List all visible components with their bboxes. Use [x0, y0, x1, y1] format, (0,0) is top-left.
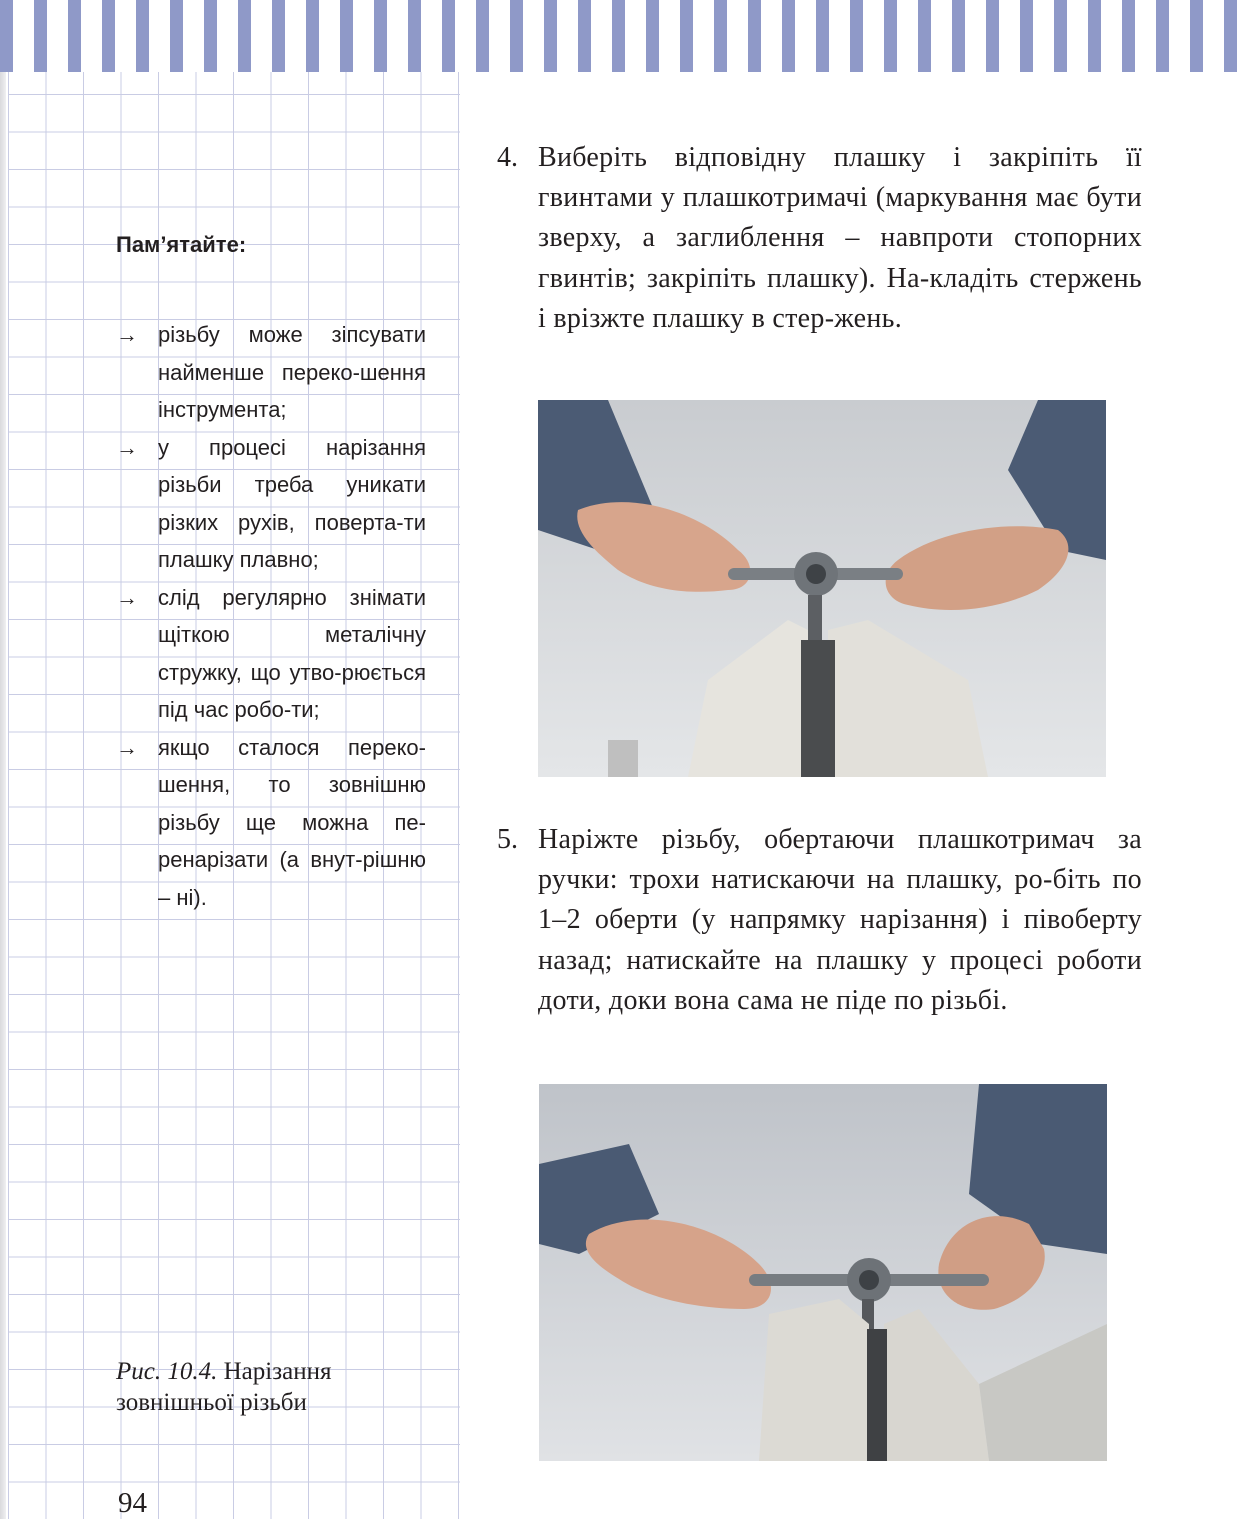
hands-die-holder-vise-photo — [538, 400, 1106, 777]
step-text: Наріжте різьбу, обертаючи плашкотримач за ручки: трохи натискаючи на плашку, ро-біть по 1–2 оберти (у напрямку нарізання) і півоберту назад; натискайте на плашку у процесі роботи доти, доки вона сама не піде по різьбі. — [538, 824, 1142, 1016]
remember-item-text: у процесі нарізання різьби треба уникати різких рухів, поверта-ти плашку плавно; — [158, 434, 426, 572]
remember-item-text: якщо сталося переко-шення, то зовнішню різьбу ще можна пе-ренарізати (а внут-рішню – ні). — [158, 734, 426, 910]
figure-caption-text: Нарізання зовнішньої різьби — [116, 1358, 332, 1416]
step-number: 5. — [497, 824, 518, 855]
step-4 — [497, 138, 1142, 339]
hands-cutting-thread-photo — [539, 1084, 1107, 1461]
remember-item-text: слід регулярно знімати щіткою металічну стружку, що утво-рюється під час робо-ти; — [158, 584, 426, 722]
stripe-edge — [0, 0, 6, 72]
arrow-right-icon: → — [116, 584, 138, 610]
remember-title: Пам’ятайте: — [116, 232, 247, 257]
arrow-right-icon: → — [116, 434, 138, 460]
page-number: 94 — [118, 1487, 147, 1519]
remember-list — [116, 316, 426, 916]
photo-illustration — [538, 400, 1106, 777]
figure-label: Рис. 10.4. — [116, 1358, 218, 1385]
top-stripe-band — [0, 0, 1254, 72]
step-number: 4. — [497, 142, 518, 173]
remember-item — [116, 429, 426, 579]
arrow-right-icon: → — [116, 322, 138, 347]
page-edge — [0, 72, 6, 1519]
remember-item — [116, 729, 426, 917]
photo-illustration — [539, 1084, 1107, 1461]
figure-caption — [116, 1356, 416, 1418]
step-5 — [497, 820, 1142, 1021]
arrow-right-icon: → — [116, 734, 138, 760]
remember-box — [116, 230, 426, 916]
remember-item — [116, 316, 426, 429]
remember-item-text: різьбу може зіпсувати найменше переко-шення інструмента; — [158, 322, 426, 422]
remember-item — [116, 579, 426, 729]
step-text: Виберіть відповідну плашку і закріпіть її гвинтами у плашкотримачі (маркування має бути зверху, а заглиблення – навпроти стопорних гвинтів; закріпіть плашку). На-кладіть стержень і врізжте плашку в стер-жень. — [538, 142, 1142, 334]
